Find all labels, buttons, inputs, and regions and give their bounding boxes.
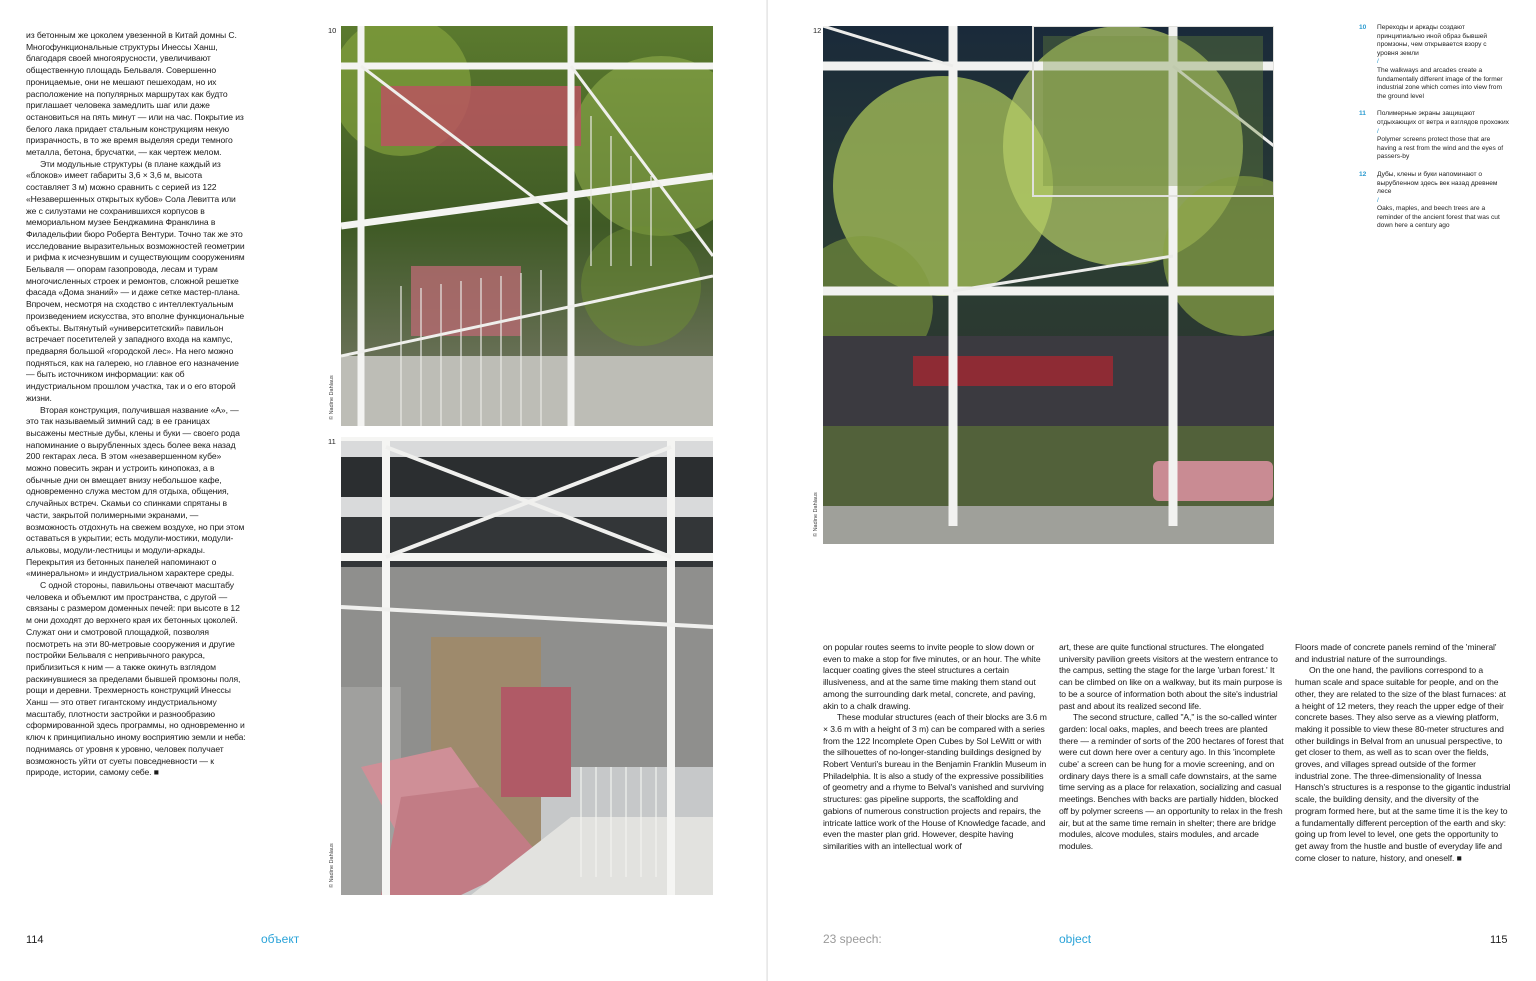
english-text-column-2 <box>1059 642 1285 853</box>
section-label-en: object <box>1059 932 1092 946</box>
photo-12-winter-garden-night <box>823 26 1274 544</box>
figure-number-12: 12 <box>813 26 822 35</box>
english-text-column-3 <box>1295 642 1511 864</box>
page-number-right: 115 <box>1490 934 1508 946</box>
photo-10-walkway-stairs <box>341 26 713 426</box>
paragraph: These modular structures (each of their blocks are 3.6 m × 3.6 m with a height of 3 m) can be compared with a series from the 122 Incomplete Open Cubes by Sol LeWitt or with the silhouettes of no-longer-standing buildings designed by Robert Venturi's bureau in the Benjamin Franklin Museum in Philadelphia. It is also a study of the expressive possibilities of geometry and a rhyme to Belval's vanished and surviving structures: gas pipeline supports, the scaffolding and gabions of numerous construction projects and repairs, the intricate lattice work of the House of Knowledge facade, and even the master plan grid. However, despite having similarities with an intellectual work of <box>823 712 1047 851</box>
photo-credit: © Nadine Dahlaus <box>329 375 335 420</box>
page-number-left: 114 <box>26 934 44 946</box>
captions <box>1359 24 1509 240</box>
english-text-column-1 <box>823 642 1049 853</box>
section-label-ru: объект <box>261 932 300 946</box>
paragraph: The second structure, called "A," is the so-called winter garden: local oaks, maples, and beech trees are planted there — a reminder of sorts of the 200 hectares of forest that were cut down here over a century ago. In this 'incomplete cube' a screen can be hung for a movie screening, and on ordinary days there is a small cafe downstairs, at the same time serving as a place for relaxation, socializing and casual meetings. Benches with backs are partially hidden, blocked off by polymer screens — an opportunity to relax in the fresh air, but at the same time remain in shelter; there are bridge modules, alcove modules, stairs modules, and arcade modules. <box>1059 712 1284 851</box>
right-page <box>768 0 1536 981</box>
paragraph: On the one hand, the pavilions correspond to a human scale and space suitable for people, and on the other, they are related to the size of the blast furnaces: at a height of 12 meters, they reach the upper edge of their concrete bases. They also serve as a viewing platform, making it possible to view these 80-meter structures and other buildings in Belval from an unusual perspective, to get closer to them, as well as to scan over the fields, groves, and villages spread outside of the former industrial zone. The three-dimensionality of Inessa Hansch's structures is a response to the gigantic industrial scale, the building density, and the diversity of the program formed here, but at the same time it is the key to a fundamentally different perception of the earth and sky: going up from level to level, one gets the opportunity to get away from the hustle and bustle of everyday life and come closer to nature, history, and oneself. ■ <box>1295 665 1511 863</box>
figure-number-11: 11 <box>328 437 336 446</box>
photo-credit: © Nadine Dahlaus <box>813 492 819 537</box>
caption-12: 12 Дубы, клены и буки напоминают о вырубленном здесь век назад древнем лесе / Oaks, maples, and beech trees are a reminder of the ancient forest that was cut down here a century ago <box>1359 170 1500 230</box>
photo-10-image <box>341 26 713 426</box>
photo-11-bench-arcade <box>341 437 713 895</box>
photo-12-image <box>823 26 1274 544</box>
photo-credit: © Nadine Dahlaus <box>329 843 335 888</box>
caption-11: 11 Полимерные экраны защищают отдыхающих от ветра и взглядов прохожих / Polymer screens protect those that are having a rest from the wind and the eyes of passers-by <box>1359 110 1509 161</box>
caption-10: 10 Переходы и аркады создают принципиально иной образ бывшей промзоны, чем открывается взору с уровня земли / The walkways and arcades create a fundamentally different image of the former industrial zone which comes into view from the ground level <box>1359 24 1503 100</box>
paragraph: art, these are quite functional structures. The elongated university pavilion greets visitors at the western entrance to the campus, setting the stage for the large 'urban forest.' It can be climbed on like on a walkway, but its main purpose is to be a source of information both about the site's industrial past and about its realized second life. <box>1059 642 1283 711</box>
paragraph: Эти модульные структуры (в плане каждый из «блоков» имеет габариты 3,6 × 3,6 м, высота составляет 3 м) можно сравнить с серией из 122 «Незавершенных открытых кубов» Сола Левитта или же с силуэтами не сохранившихся корпусов в мемориальном музее Бенджамина Франклина в Филадельфии бюро Роберта Вентури. Точно так же это исследование выразительных возможностей геометрии и рифма к исчезнувшим и существующим сооружениям Бельваля — опорам газопровода, лесам и турам многочисленных строек и ремонтов, сложной решетке фасада «Дома знаний» — и даже сетке мастер-плана. Впрочем, несмотря на сходство с интеллектуальным произведением искусства, это вполне функциональные объекты. Вытянутый «университетский» павильон встречает посетителей у западного входа на кампус, предваряя большой «городской лес». На него можно подняться, как на галерею, но главное его назначение — быть источником информации: как об индустриальном прошлом участка, так и о его второй жизни. <box>26 158 245 403</box>
paragraph: Вторая конструкция, получившая название «А», — это так называемый зимний сад: в ее границах высажены местные дубы, клены и буки — своего рода напоминание о вырубленных здесь более века назад 200 гектарах леса. В этом «незавершенном кубе» можно повесить экран и устроить кинопоказ, а в обычные дни он вмещает внизу небольшое кафе, одновременно служа местом для отдыха, общения, случайных встреч. Скамьи со спинками спрятаны в части, закрытой полимерными экранами, — возможность отдохнуть на свежем воздухе, но при этом оставаться в укрытии; есть модули-мостики, модули-альковы, модули-лестницы и модули-аркады. Перекрытия из бетонных панелей напоминают о «минеральном» и индустриальном характере среды. <box>26 404 245 579</box>
paragraph: С одной стороны, павильоны отвечают масштабу человека и объемлют им пространства, с другой — связаны с размером доменных печей: при высоте в 12 м они доходят до верхнего края их бетонных цоколей. Служат они и смотровой площадкой, позволяя посмотреть на эти 80-метровые сооружения и другие постройки Бельваля с непривычного ракурса, приблизиться к ним — а также окинуть взглядом раскинувшиеся за пределами бывшей промзоны поля, рощи и деревни. Трехмерность конструкций Инессы Ханш — это ответ гигантскому индустриальному масштабу, плотности застройки и разнообразию сформированной здесь программы, но одновременно и ключ к принципиально иному восприятию земли и неба: поднимаясь от уровня к уровню, человек получает возможность уйти от суеты повседневности — к природе, истории, самому себе. ■ <box>26 580 246 778</box>
magazine-label: 23 speech: <box>823 932 882 946</box>
paragraph: из бетонным же цоколем увезенной в Китай домны С. Многофункциональные структуры Инессы Ханш, благодаря своей многоярусности, увеличивают общественную площадь Бельваля. Совершенно проницаемые, они не мешают пешеходам, но их расположение на популярных маршрутах как будто приглашает человека замедлить шаг или даже остановиться на пять минут — или на час. Покрытие из белого лака придает стальным конструкциям некую призрачность, в то же время выделяя среди темного металла, бетона, брусчатки, — как чертеж мелом. <box>26 30 244 158</box>
figure-number-10: 10 <box>328 26 337 35</box>
photo-11-image <box>341 437 713 895</box>
paragraph: on popular routes seems to invite people to slow down or even to make a stop for five minutes, or an hour. The white lacquer coating gives the steel structures a certain illusiveness, and at the same time making them stand out among the surrounding dark metal, concrete, and paving, akin to a chalk drawing. <box>823 642 1041 711</box>
paragraph: Floors made of concrete panels remind of the 'mineral' and industrial nature of the surroundings. <box>1295 642 1497 664</box>
russian-text-column <box>26 30 246 779</box>
